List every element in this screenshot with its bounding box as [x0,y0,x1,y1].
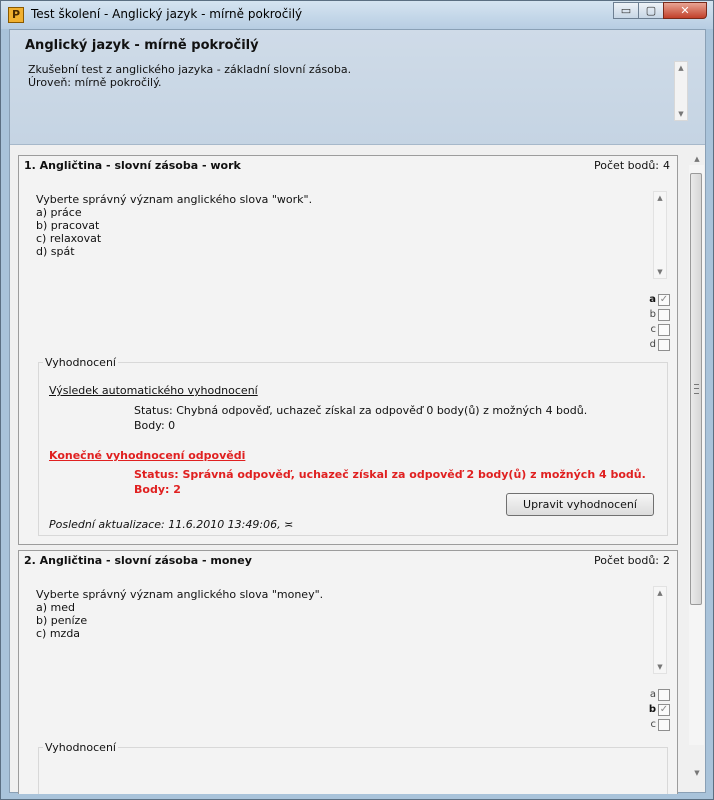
scroll-down-arrow-icon[interactable]: ▼ [657,268,663,276]
question-text-scrollbar[interactable] [653,191,667,279]
question-title: 2. Angličtina - slovní zásoba - money [24,554,252,567]
maximize-button[interactable]: ▢ [638,2,664,19]
answer-options [646,292,670,352]
title-bar[interactable] [1,1,713,29]
auto-evaluation-title: Výsledek automatického vyhodnocení [49,384,258,397]
final-evaluation-status: Status: Správná odpověď, uchazeč získal za odpověď 2 body(ů) z možných 4 bodů. [134,468,646,481]
close-button[interactable]: ✕ [663,2,707,19]
client-area [9,29,706,793]
question-panel-2 [18,550,678,794]
last-update-text: Poslední aktualizace: 11.6.2010 13:49:06, ≍ [49,518,294,531]
scrollbar-thumb[interactable] [690,173,702,605]
scroll-up-arrow-icon[interactable]: ▲ [657,194,663,202]
answer-option-b[interactable] [646,307,670,322]
option-checkbox[interactable] [658,719,670,731]
scroll-down-arrow-icon[interactable]: ▼ [678,110,684,118]
points-label: Počet bodů: [594,554,659,567]
option-letter: b [649,309,656,320]
option-letter: c [650,719,656,730]
option-letter: c [650,324,656,335]
question-panel-1 [18,155,678,545]
question-text: Vyberte správný význam anglického slova "money". a) med b) peníze c) mzda [36,588,324,640]
option-letter: a [649,294,656,305]
answer-option-b[interactable] [646,702,670,717]
question-title: 1. Angličtina - slovní zásoba - work [24,159,241,172]
auto-evaluation-points: Body: 0 [134,419,176,432]
scroll-down-arrow-icon[interactable]: ▼ [657,663,663,671]
window-title: Test školení - Anglický jazyk - mírně pokročilý [31,7,303,21]
test-title: Anglický jazyk - mírně pokročilý [25,38,259,53]
answer-option-a[interactable] [646,292,670,307]
test-description: Zkušební test z anglického jazyka - základní slovní zásoba. Úroveň: mírně pokročilý. [28,63,352,89]
final-evaluation-title: Konečné vyhodnocení odpovědi [49,449,246,462]
evaluation-legend: Vyhodnocení [45,356,116,369]
question-points [594,159,670,172]
question-text-scrollbar[interactable] [653,586,667,674]
option-checkbox[interactable]: ✓ [659,293,669,305]
app-icon[interactable]: P [8,7,24,23]
answer-option-c[interactable] [646,717,670,732]
option-checkbox[interactable] [658,689,670,701]
option-checkbox[interactable] [658,339,670,351]
evaluation-legend: Vyhodnocení [45,741,116,754]
answer-option-a[interactable] [646,687,670,702]
answer-option-d[interactable] [646,337,670,352]
minimize-button[interactable]: ▭ [613,2,639,19]
question-points [594,554,670,567]
auto-evaluation-status: Status: Chybná odpověď, uchazeč získal za odpověď 0 body(ů) z možných 4 bodů. [134,404,588,417]
option-checkbox[interactable] [658,309,670,321]
option-letter: a [649,689,656,700]
answer-option-c[interactable] [646,322,670,337]
window-controls [614,2,707,20]
final-evaluation-points: Body: 2 [134,483,181,496]
main-scrollbar[interactable] [689,155,704,777]
option-letter: b [648,704,656,715]
scroll-down-arrow-icon[interactable]: ▼ [694,769,700,777]
scroll-up-arrow-icon[interactable]: ▲ [678,64,684,72]
option-checkbox[interactable] [658,324,670,336]
description-scrollbar[interactable] [674,61,688,121]
scroll-up-arrow-icon[interactable]: ▲ [694,155,700,163]
points-label: Počet bodů: [594,159,659,172]
evaluation-group [38,741,668,794]
answer-options [646,687,670,732]
option-letter: d [649,339,656,350]
test-header [10,30,705,145]
points-value: 2 [663,554,670,567]
grip-icon [694,384,699,394]
scroll-up-arrow-icon[interactable]: ▲ [657,589,663,597]
edit-evaluation-button[interactable]: Upravit vyhodnocení [506,493,654,516]
points-value: 4 [663,159,670,172]
option-checkbox[interactable]: ✓ [659,703,669,715]
question-text: Vyberte správný význam anglického slova "work". a) práce b) pracovat c) relaxovat d) spát [36,193,313,258]
questions-list [16,152,686,794]
evaluation-group [38,356,668,536]
